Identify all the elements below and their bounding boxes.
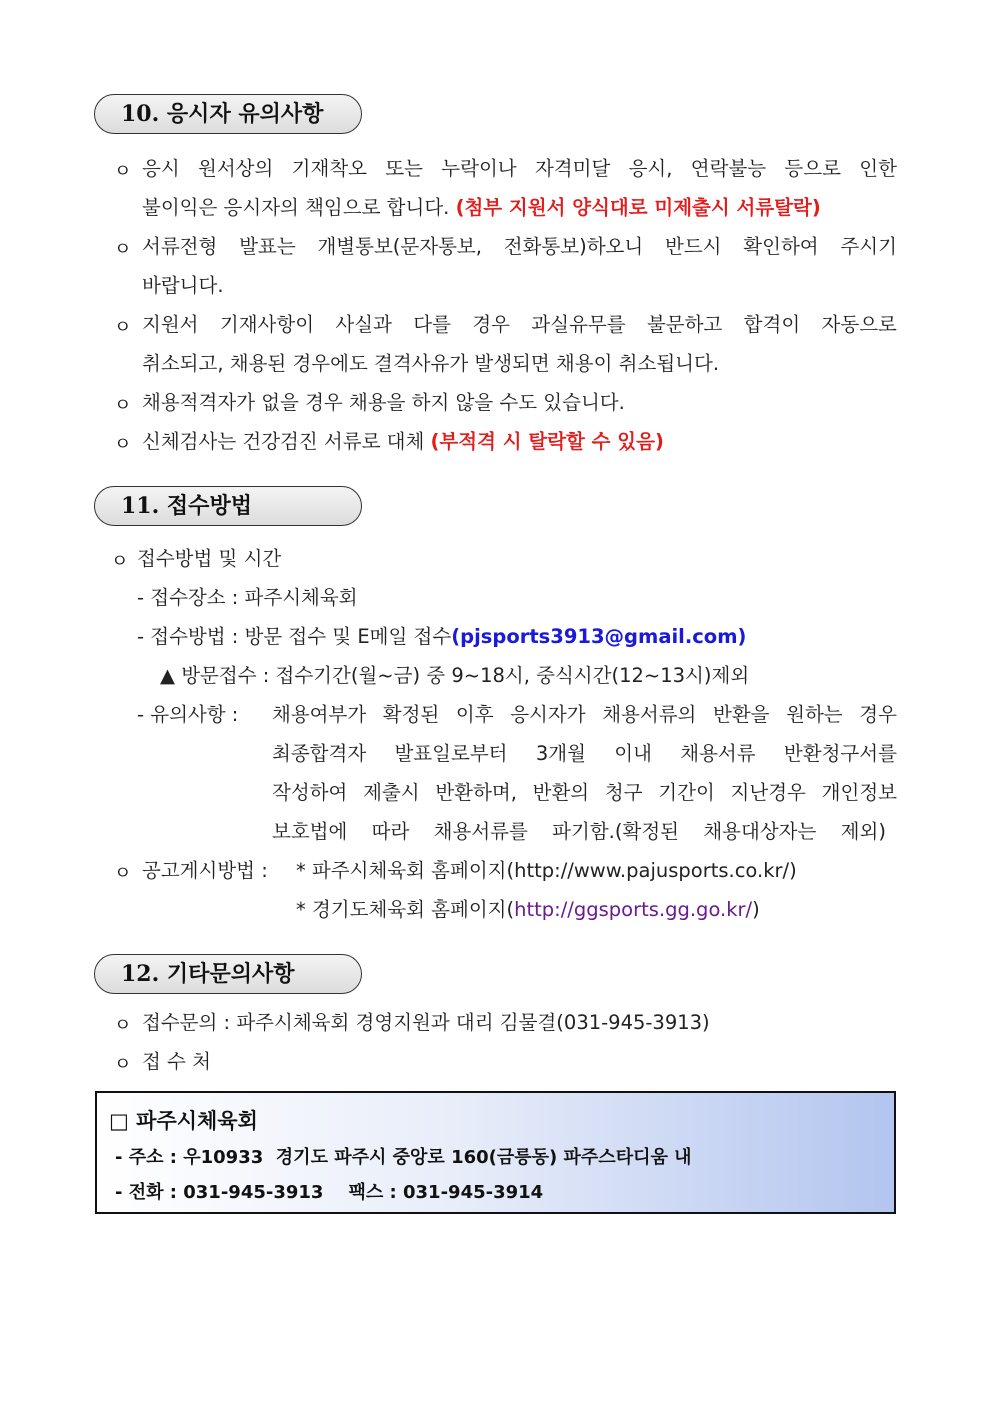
bullet-icon: ㅇ [114,863,132,884]
email-link[interactable]: (pjsports3913@gmail.com) [451,625,747,648]
inquiry-contact: 접수문의 : 파주시체육회 경영지원과 대리 김물결(031-945-3913) [142,1011,710,1034]
item-10-1-line1: 응시 원서상의 기재착오 또는 누락이나 자격미달 응시, 연락불능 등으로 인한 [142,157,897,180]
item-10-4: 채용적격자가 없을 경우 채용을 하지 않을 수도 있습니다. [142,391,625,414]
reception-place: - 접수장소 : 파주시체육회 [137,586,358,609]
item-10-2-line2: 바랍니다. [142,274,224,297]
notice-line-4: 보호법에 따라 채용서류를 파기함.(확정된 채용대상자는 제외) [272,820,886,843]
contact-box [95,1091,896,1214]
section-12-title: 12. 기타문의사항 [94,954,362,994]
bullet-icon: ㅇ [114,239,132,260]
bullet-icon: ㅇ [114,1015,132,1036]
bullet-icon: ㅇ [114,434,132,455]
posting-paju-url[interactable]: * 파주시체육회 홈페이지(http://www.pajusports.co.kr/) [296,859,797,882]
bullet-icon: ㅇ [114,1054,132,1075]
item-10-2-line1: 서류전형 발표는 개별통보(문자통보, 전화통보)하오니 반드시 확인하여 주시기 [142,235,897,258]
bullet-icon: ㅇ [111,551,129,572]
bullet-icon: ㅇ [114,317,132,338]
contact-phone-fax: - 전화 : 031-945-3913 팩스 : 031-945-3914 [115,1182,544,1203]
notice-line-2: 최종합격자 발표일로부터 3개월 이내 채용서류 반환청구서를 [272,742,897,765]
posting-gyeonggi: * 경기도체육회 홈페이지(http://ggsports.gg.go.kr/) [296,898,760,921]
bullet-icon: ㅇ [114,161,132,182]
notice-line-1: 채용여부가 확정된 이후 응시자가 채용서류의 반환을 원하는 경우 [272,703,897,726]
section-11-title: 11. 접수방법 [94,486,362,526]
contact-address: - 주소 : 우10933 경기도 파주시 중앙로 160(금릉동) 파주스타디움 내 [115,1147,692,1168]
contact-heading: □ 파주시체육회 [109,1109,258,1133]
item-10-5: 신체검사는 건강검진 서류로 대체 (부적격 시 탈락할 수 있음) [142,430,664,453]
bullet-icon: ㅇ [114,395,132,416]
item-10-3-line1: 지원서 기재사항이 사실과 다를 경우 과실유무를 불문하고 합격이 자동으로 [142,313,897,336]
notice-line-3: 작성하여 제출시 반환하며, 반환의 청구 기간이 지난경우 개인정보 [272,781,897,804]
gyeonggi-link[interactable]: http://ggsports.gg.go.kr/ [514,898,753,921]
warning-text: (첨부 지원서 양식대로 미제출시 서류탈락) [455,196,821,219]
item-10-1-line2: 불이익은 응시자의 책임으로 합니다. (첨부 지원서 양식대로 미제출시 서류탈락) [142,196,821,219]
warning-text: (부적격 시 탈락할 수 있음) [430,430,664,453]
notice-label: - 유의사항 : [137,703,239,726]
reception-method: - 접수방법 : 방문 접수 및 E메일 접수(pjsports3913@gmail.com) [137,625,747,648]
posting-label: 공고게시방법 : [142,859,268,882]
reception-office-label: 접 수 처 [142,1050,211,1073]
visit-note: ▲ 방문접수 : 접수기간(월~금) 중 9~18시, 중식시간(12~13시)제외 [160,664,750,687]
reception-method-heading: 접수방법 및 시간 [137,547,282,570]
item-10-3-line2: 취소되고, 채용된 경우에도 결격사유가 발생되면 채용이 취소됩니다. [142,352,720,375]
section-10-title: 10. 응시자 유의사항 [94,94,362,134]
